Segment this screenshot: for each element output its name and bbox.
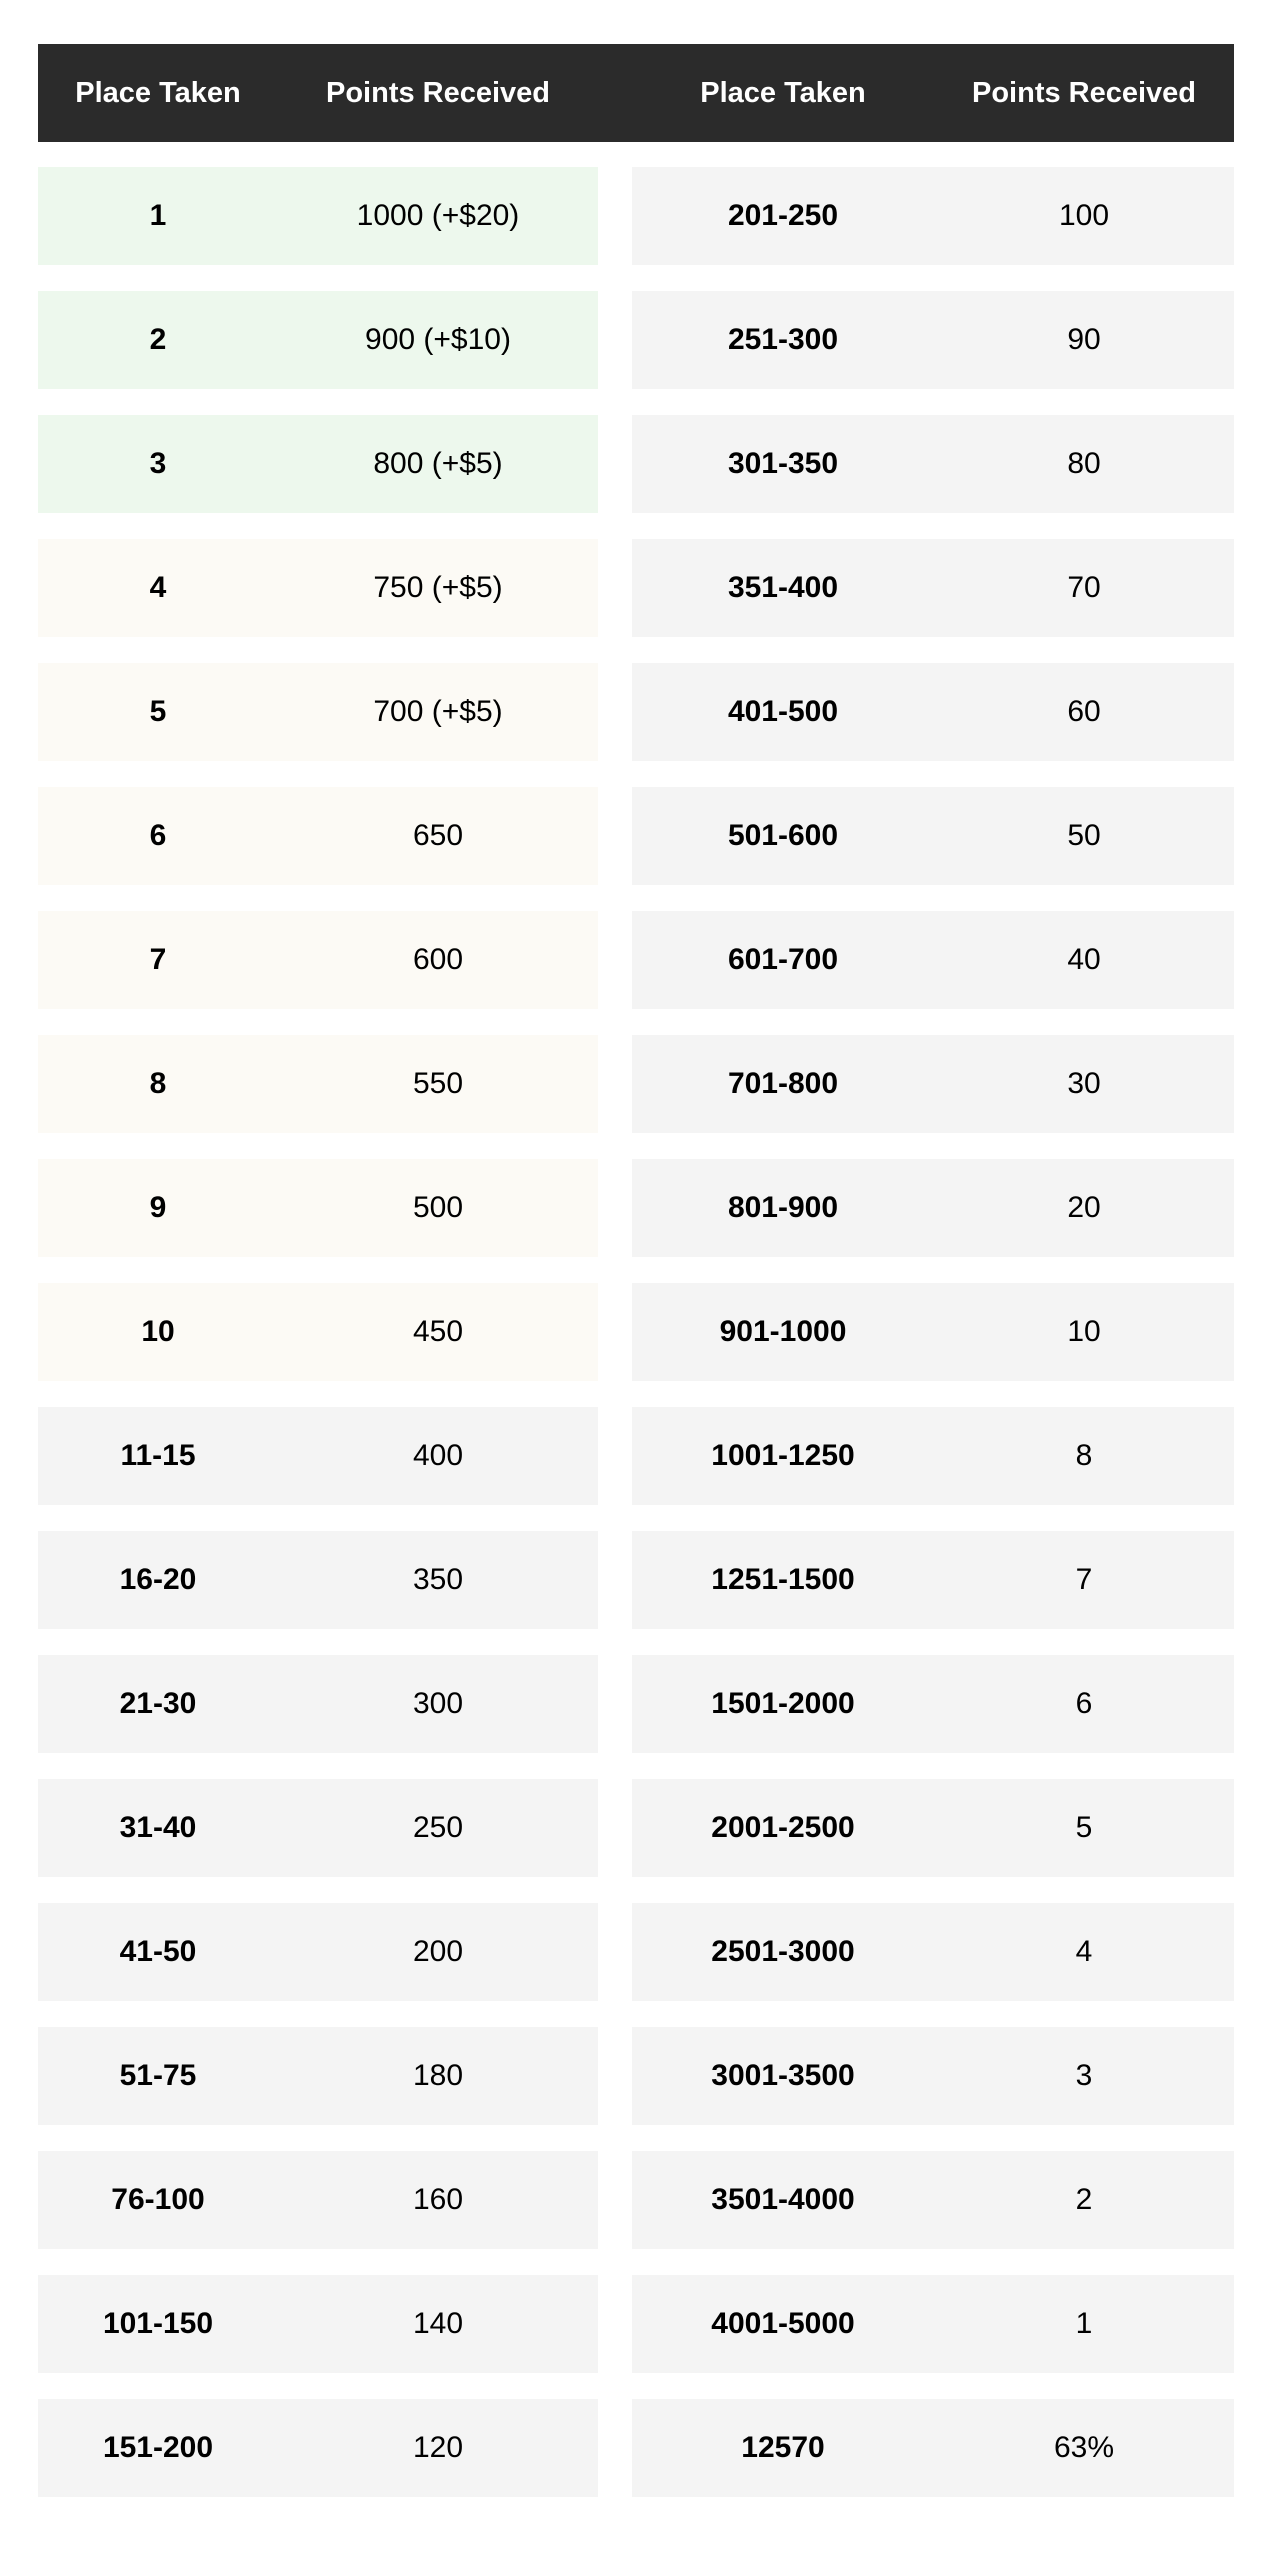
- table-row: [632, 1159, 1234, 1257]
- table-row: [38, 1283, 598, 1381]
- points-cell: 70: [1067, 571, 1101, 604]
- table-header: [38, 44, 1234, 142]
- place-cell: 1: [149, 199, 167, 232]
- points-cell: 140: [412, 2307, 464, 2340]
- table-row: [632, 787, 1234, 885]
- place-cell: 3001-3500: [711, 2059, 855, 2092]
- points-cell: 400: [412, 1439, 464, 1472]
- table-row: [632, 291, 1234, 389]
- table-row: [632, 1903, 1234, 2001]
- place-cell: 6: [149, 819, 167, 852]
- place-cell: 1251-1500: [711, 1563, 855, 1596]
- table-row: [632, 1531, 1234, 1629]
- points-cell: 200: [412, 1935, 464, 1968]
- place-cell: 41-50: [119, 1935, 197, 1968]
- table-row: [632, 2151, 1234, 2249]
- points-cell: 8: [1075, 1439, 1093, 1472]
- table-row: [38, 415, 598, 513]
- points-cell: 2: [1075, 2183, 1093, 2216]
- table-row: [632, 415, 1234, 513]
- points-cell: 6: [1075, 1687, 1093, 1720]
- points-cell: 450: [412, 1315, 464, 1348]
- table-row: [632, 1655, 1234, 1753]
- points-cell: 50: [1067, 819, 1101, 852]
- place-cell: 701-800: [727, 1067, 839, 1100]
- table-row: [38, 291, 598, 389]
- place-cell: 251-300: [727, 323, 839, 356]
- points-cell: 650: [412, 819, 464, 852]
- points-cell: 100: [1058, 199, 1110, 232]
- table-row: [38, 1407, 598, 1505]
- points-cell: 900 (+$10): [365, 323, 511, 356]
- table-row: [38, 1035, 598, 1133]
- table-row: [632, 167, 1234, 265]
- points-cell: 3: [1075, 2059, 1093, 2092]
- table-row: [632, 1779, 1234, 1877]
- table-row: [632, 2399, 1234, 2497]
- points-cell: 30: [1067, 1067, 1101, 1100]
- place-cell: 9: [149, 1191, 167, 1224]
- place-cell: 5: [149, 695, 167, 728]
- place-cell: 2001-2500: [711, 1811, 855, 1844]
- points-cell: 550: [412, 1067, 464, 1100]
- place-cell: 3501-4000: [711, 2183, 855, 2216]
- table-row: [38, 539, 598, 637]
- place-cell: 351-400: [727, 571, 839, 604]
- header-left-place: Place Taken: [75, 77, 241, 109]
- points-cell: 80: [1067, 447, 1101, 480]
- place-cell: 21-30: [119, 1687, 197, 1720]
- points-cell: 250: [412, 1811, 464, 1844]
- place-cell: 1501-2000: [711, 1687, 855, 1720]
- place-cell: 901-1000: [719, 1315, 847, 1348]
- table-row: [632, 1407, 1234, 1505]
- place-cell: 4001-5000: [711, 2307, 855, 2340]
- points-cell: 800 (+$5): [373, 447, 503, 480]
- points-cell: 750 (+$5): [373, 571, 503, 604]
- place-cell: 801-900: [727, 1191, 839, 1224]
- table-row: [38, 663, 598, 761]
- place-cell: 51-75: [119, 2059, 197, 2092]
- points-cell: 60: [1067, 695, 1101, 728]
- table-row: [632, 539, 1234, 637]
- points-cell: 500: [412, 1191, 464, 1224]
- place-cell: 151-200: [102, 2431, 214, 2464]
- table-row: [38, 1903, 598, 2001]
- place-cell: 4: [149, 571, 167, 604]
- place-cell: 7: [149, 943, 167, 976]
- points-cell: 4: [1075, 1935, 1093, 1968]
- points-cell: 600: [412, 943, 464, 976]
- table-row: [38, 2151, 598, 2249]
- points-cell: 10: [1067, 1315, 1101, 1348]
- table-row: [632, 911, 1234, 1009]
- points-cell: 180: [412, 2059, 464, 2092]
- points-cell: 160: [412, 2183, 464, 2216]
- table-row: [38, 1531, 598, 1629]
- points-cell: 7: [1075, 1563, 1093, 1596]
- place-cell: 601-700: [727, 943, 839, 976]
- table-row: [632, 1283, 1234, 1381]
- table-row: [38, 167, 598, 265]
- place-cell: 10: [141, 1315, 175, 1348]
- points-cell: 300: [412, 1687, 464, 1720]
- place-cell: 301-350: [727, 447, 839, 480]
- place-cell: 401-500: [727, 695, 839, 728]
- table-row: [38, 1159, 598, 1257]
- place-cell: 11-15: [120, 1439, 196, 1472]
- table-row: [38, 2399, 598, 2497]
- place-cell: 16-20: [119, 1563, 197, 1596]
- points-cell: 63%: [1053, 2431, 1115, 2464]
- header-right-points: Points Received: [971, 77, 1197, 109]
- table-row: [38, 1655, 598, 1753]
- table-row: [38, 2275, 598, 2373]
- place-cell: 501-600: [727, 819, 839, 852]
- table-row: [632, 663, 1234, 761]
- place-cell: 31-40: [119, 1811, 197, 1844]
- place-cell: 8: [149, 1067, 167, 1100]
- table-row: [38, 1779, 598, 1877]
- table-row: [632, 2027, 1234, 2125]
- table-row: [38, 2027, 598, 2125]
- place-cell: 3: [149, 447, 167, 480]
- table-row: [38, 787, 598, 885]
- place-cell: 201-250: [727, 199, 839, 232]
- place-cell: 76-100: [111, 2183, 205, 2216]
- place-cell: 1001-1250: [711, 1439, 855, 1472]
- points-cell: 350: [412, 1563, 464, 1596]
- place-cell: 2501-3000: [711, 1935, 855, 1968]
- place-cell: 2: [149, 323, 167, 356]
- table-row: [38, 911, 598, 1009]
- place-cell: 101-150: [102, 2307, 214, 2340]
- points-cell: 90: [1067, 323, 1101, 356]
- points-cell: 700 (+$5): [373, 695, 503, 728]
- points-cell: 5: [1075, 1811, 1093, 1844]
- table-row: [632, 1035, 1234, 1133]
- header-left-points: Points Received: [325, 77, 551, 109]
- table-row: [632, 2275, 1234, 2373]
- points-cell: 40: [1067, 943, 1101, 976]
- right-column: [632, 167, 1234, 2523]
- place-cell: 12570: [741, 2431, 825, 2464]
- points-cell: 1: [1075, 2307, 1093, 2340]
- points-cell: 20: [1067, 1191, 1101, 1224]
- points-cell: 120: [412, 2431, 464, 2464]
- points-cell: 1000 (+$20): [356, 199, 520, 232]
- left-column: [38, 167, 598, 2523]
- header-right-place: Place Taken: [700, 77, 866, 109]
